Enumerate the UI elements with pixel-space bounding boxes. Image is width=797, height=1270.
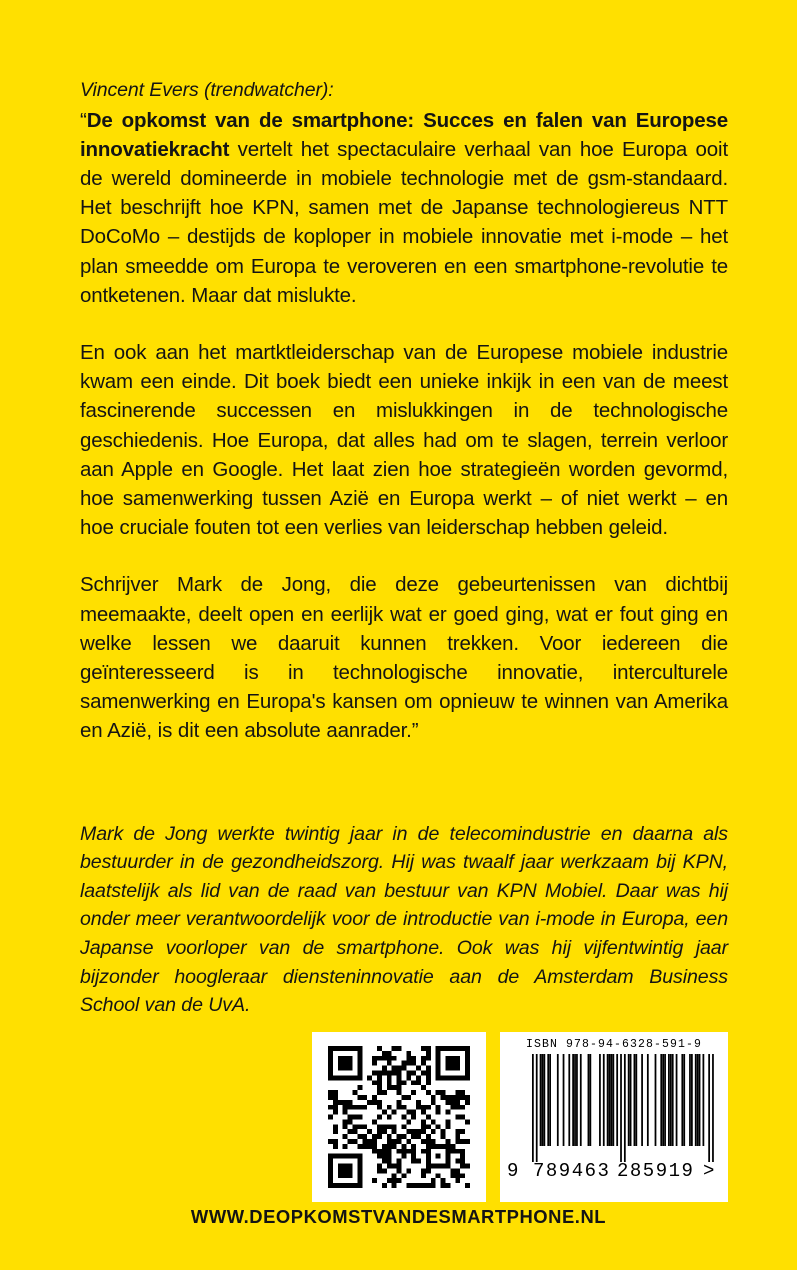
barcode-bars bbox=[510, 1054, 718, 1162]
blurb-paragraph-1 bbox=[80, 106, 728, 310]
ean-right-group: 285919 bbox=[617, 1160, 695, 1182]
blurb-paragraph-1-rest: vertelt het spectaculaire verhaal van hoe Europa ooit de wereld domineerde in mobiele technologie met de gsm-standaard. Het beschrijft hoe KPN, samen met de Japanse technologiereus NTT DoCoMo – destijds de koploper in mobiele innovatie met i-mode – het plan smeedde om Europa te veroveren en een smartphone-revolutie te ontketenen. Maar dat mislukte. bbox=[80, 137, 728, 307]
qr-code-canvas bbox=[328, 1046, 470, 1188]
blurb-paragraph-3: Schrijver Mark de Jong, die deze gebeurtenissen van dichtbij meemaakte, deelt open en eerlijk wat er goed ging, wat er fout ging en welke lessen we daaruit kunnen trekken. Voor iedereen die geïnteresseerd is in technologische innovatie, interculturele samenwerking en Europa's kansen om opnieuw te winnen van Amerika en Azië, is dit een absolute aanrader.” bbox=[80, 573, 728, 743]
blurb-attribution: Vincent Evers (trendwatcher): bbox=[80, 79, 334, 101]
book-title-bold: De opkomst van de smartphone: Succes en falen van Europese innovatiekracht bbox=[80, 108, 728, 161]
paragraph-spacer bbox=[80, 310, 728, 338]
ean-lead-digit: 9 bbox=[507, 1160, 520, 1182]
ean-terminator: > bbox=[703, 1160, 716, 1182]
ean-digits bbox=[507, 1160, 721, 1186]
paragraph-spacer bbox=[80, 542, 728, 570]
isbn-label: ISBN 978-94-6328-591-9 bbox=[525, 1038, 703, 1051]
codes-row bbox=[312, 1032, 728, 1202]
barcode-bars-svg bbox=[510, 1054, 718, 1162]
open-quote-mark: “ bbox=[80, 108, 87, 132]
author-bio-paragraph: Mark de Jong werkte twintig jaar in de telecomindustrie en daarna als bestuurder in de gezondheidszorg. Hij was twaalf jaar werkzaam bij KPN, laatstelijk als lid van de raad van bestuur van KPN Mobiel. Daar was hij onder meer verantwoordelijk voor de introductie van i-mode in Europa, een Japanse voorloper van de smartphone. Ook was hij vijfentwintig jaar bijzonder hoogleraar diensteninnovatie aan de Amsterdam Business School van de UvA. bbox=[80, 822, 728, 1017]
ean-left-group: 789463 bbox=[533, 1160, 611, 1182]
qr-code[interactable] bbox=[312, 1032, 486, 1202]
blurb-text-column bbox=[80, 76, 728, 1020]
blurb-paragraph-2: En ook aan het martktleiderschap van de Europese mobiele industrie kwam een einde. Dit boek biedt een unieke inkijk in een van de meest fascinerende successen en mislukkingen in de technologische geschiedenis. Hoe Europa, dat alles had om te slagen, terrein verloor aan Apple en Google. Het laat zien hoe strategieën worden gevormd, hoe samenwerking tussen Azië en Europa werkt – of niet werkt – en hoe cruciale fouten tot een verlies van leiderschap hebben geleid. bbox=[80, 340, 728, 540]
ean-barcode bbox=[500, 1032, 728, 1202]
website-url[interactable]: WWW.DEOPKOMSTVANDESMARTPHONE.NL bbox=[190, 1206, 607, 1227]
bio-spacer bbox=[80, 746, 728, 820]
